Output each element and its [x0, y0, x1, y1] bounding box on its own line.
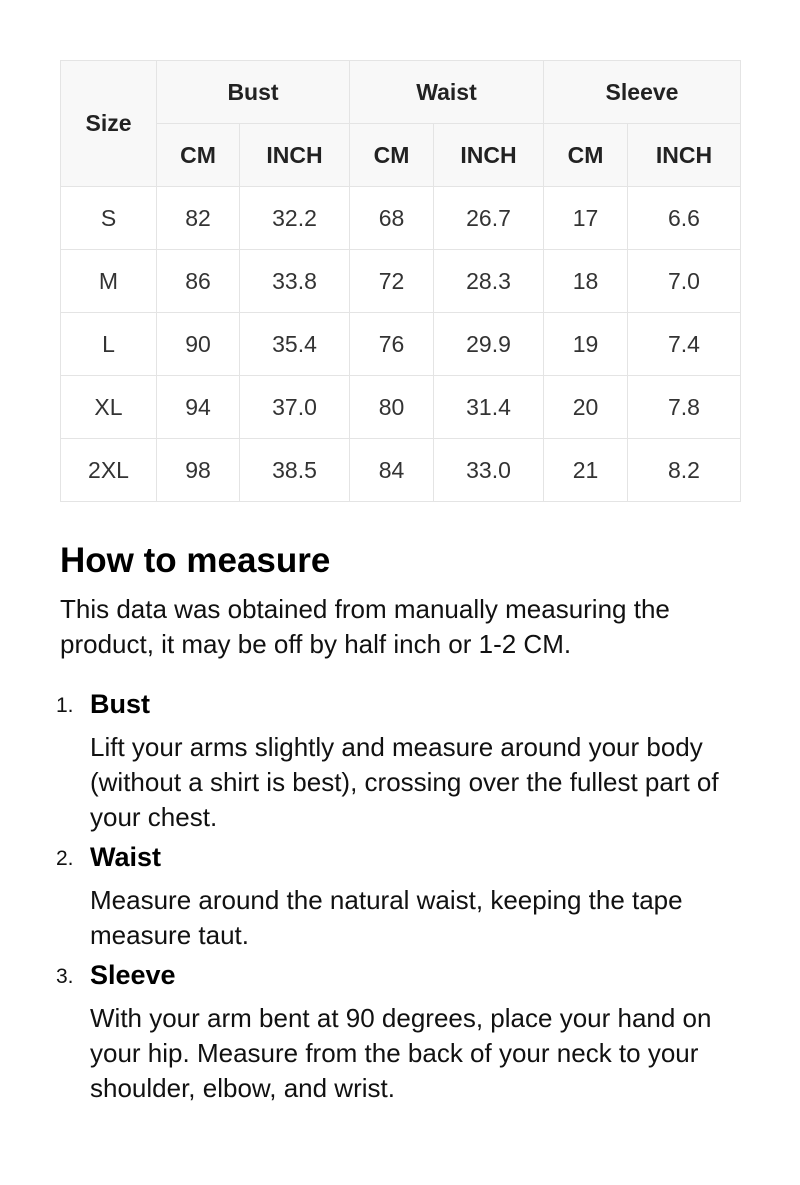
- step-number: 3.: [56, 965, 74, 988]
- measurement-cell: 7.8: [628, 376, 741, 439]
- measurement-cell: 6.6: [628, 187, 741, 250]
- measurement-cell: 37.0: [240, 376, 350, 439]
- measurement-cell: 19: [544, 313, 628, 376]
- table-unit-row: [61, 124, 741, 187]
- measurement-cell: 21: [544, 439, 628, 502]
- measurement-cell: 33.8: [240, 250, 350, 313]
- intro-text: This data was obtained from manually measuring the product, it may be off by half inch or 1-2 CM.: [60, 594, 670, 659]
- how-to-measure-title: How to measure: [60, 541, 331, 580]
- step-title: Bust: [90, 689, 150, 719]
- unit-header: CM: [157, 124, 240, 187]
- step-title: Waist: [90, 842, 162, 872]
- measurement-cell: 33.0: [434, 439, 544, 502]
- measurement-cell: 7.4: [628, 313, 741, 376]
- measurement-cell: 35.4: [240, 313, 350, 376]
- measurement-cell: 28.3: [434, 250, 544, 313]
- measurement-cell: 26.7: [434, 187, 544, 250]
- size-label-cell: L: [61, 313, 157, 376]
- waist-group-header: Waist: [350, 61, 544, 124]
- unit-header: CM: [350, 124, 434, 187]
- measurement-cell: 38.5: [240, 439, 350, 502]
- size-guide: [56, 60, 740, 1110]
- bust-group-header: Bust: [157, 61, 350, 124]
- unit-header: CM: [544, 124, 628, 187]
- table-row: [61, 250, 741, 313]
- measurement-cell: 18: [544, 250, 628, 313]
- table-header-row: [61, 61, 741, 124]
- list-item: [56, 957, 740, 1106]
- step-number: 1.: [56, 694, 74, 717]
- table-row: [61, 187, 741, 250]
- step-description: With your arm bent at 90 degrees, place your hand on your hip. Measure from the back of your neck to your shoulder, elbow, and wrist.: [90, 1003, 712, 1103]
- measurement-cell: 32.2: [240, 187, 350, 250]
- step-description: Measure around the natural waist, keeping the tape measure taut.: [90, 885, 683, 950]
- measurement-cell: 80: [350, 376, 434, 439]
- sleeve-group-header: Sleeve: [544, 61, 741, 124]
- measurement-cell: 82: [157, 187, 240, 250]
- measurement-cell: 84: [350, 439, 434, 502]
- table-row: [61, 376, 741, 439]
- measurement-cell: 7.0: [628, 250, 741, 313]
- measurement-cell: 72: [350, 250, 434, 313]
- list-item: [56, 686, 740, 835]
- size-label-cell: M: [61, 250, 157, 313]
- measurement-cell: 29.9: [434, 313, 544, 376]
- measurement-cell: 17: [544, 187, 628, 250]
- measure-steps-list: [56, 686, 740, 1106]
- measurement-cell: 20: [544, 376, 628, 439]
- unit-header: INCH: [240, 124, 350, 187]
- measurement-cell: 68: [350, 187, 434, 250]
- size-chart-table: [60, 60, 741, 502]
- list-item: [56, 839, 740, 953]
- step-title: Sleeve: [90, 960, 176, 990]
- unit-header: INCH: [628, 124, 741, 187]
- measurement-cell: 76: [350, 313, 434, 376]
- size-label-cell: 2XL: [61, 439, 157, 502]
- measurement-cell: 86: [157, 250, 240, 313]
- size-column-header: Size: [61, 61, 157, 187]
- step-description: Lift your arms slightly and measure around your body (without a shirt is best), crossing over the fullest part of your chest.: [90, 732, 719, 832]
- table-row: [61, 439, 741, 502]
- measurement-cell: 90: [157, 313, 240, 376]
- size-label-cell: XL: [61, 376, 157, 439]
- measurement-cell: 94: [157, 376, 240, 439]
- measurement-cell: 8.2: [628, 439, 741, 502]
- measurement-cell: 31.4: [434, 376, 544, 439]
- table-row: [61, 313, 741, 376]
- unit-header: INCH: [434, 124, 544, 187]
- measurement-cell: 98: [157, 439, 240, 502]
- size-label-cell: S: [61, 187, 157, 250]
- step-number: 2.: [56, 847, 74, 870]
